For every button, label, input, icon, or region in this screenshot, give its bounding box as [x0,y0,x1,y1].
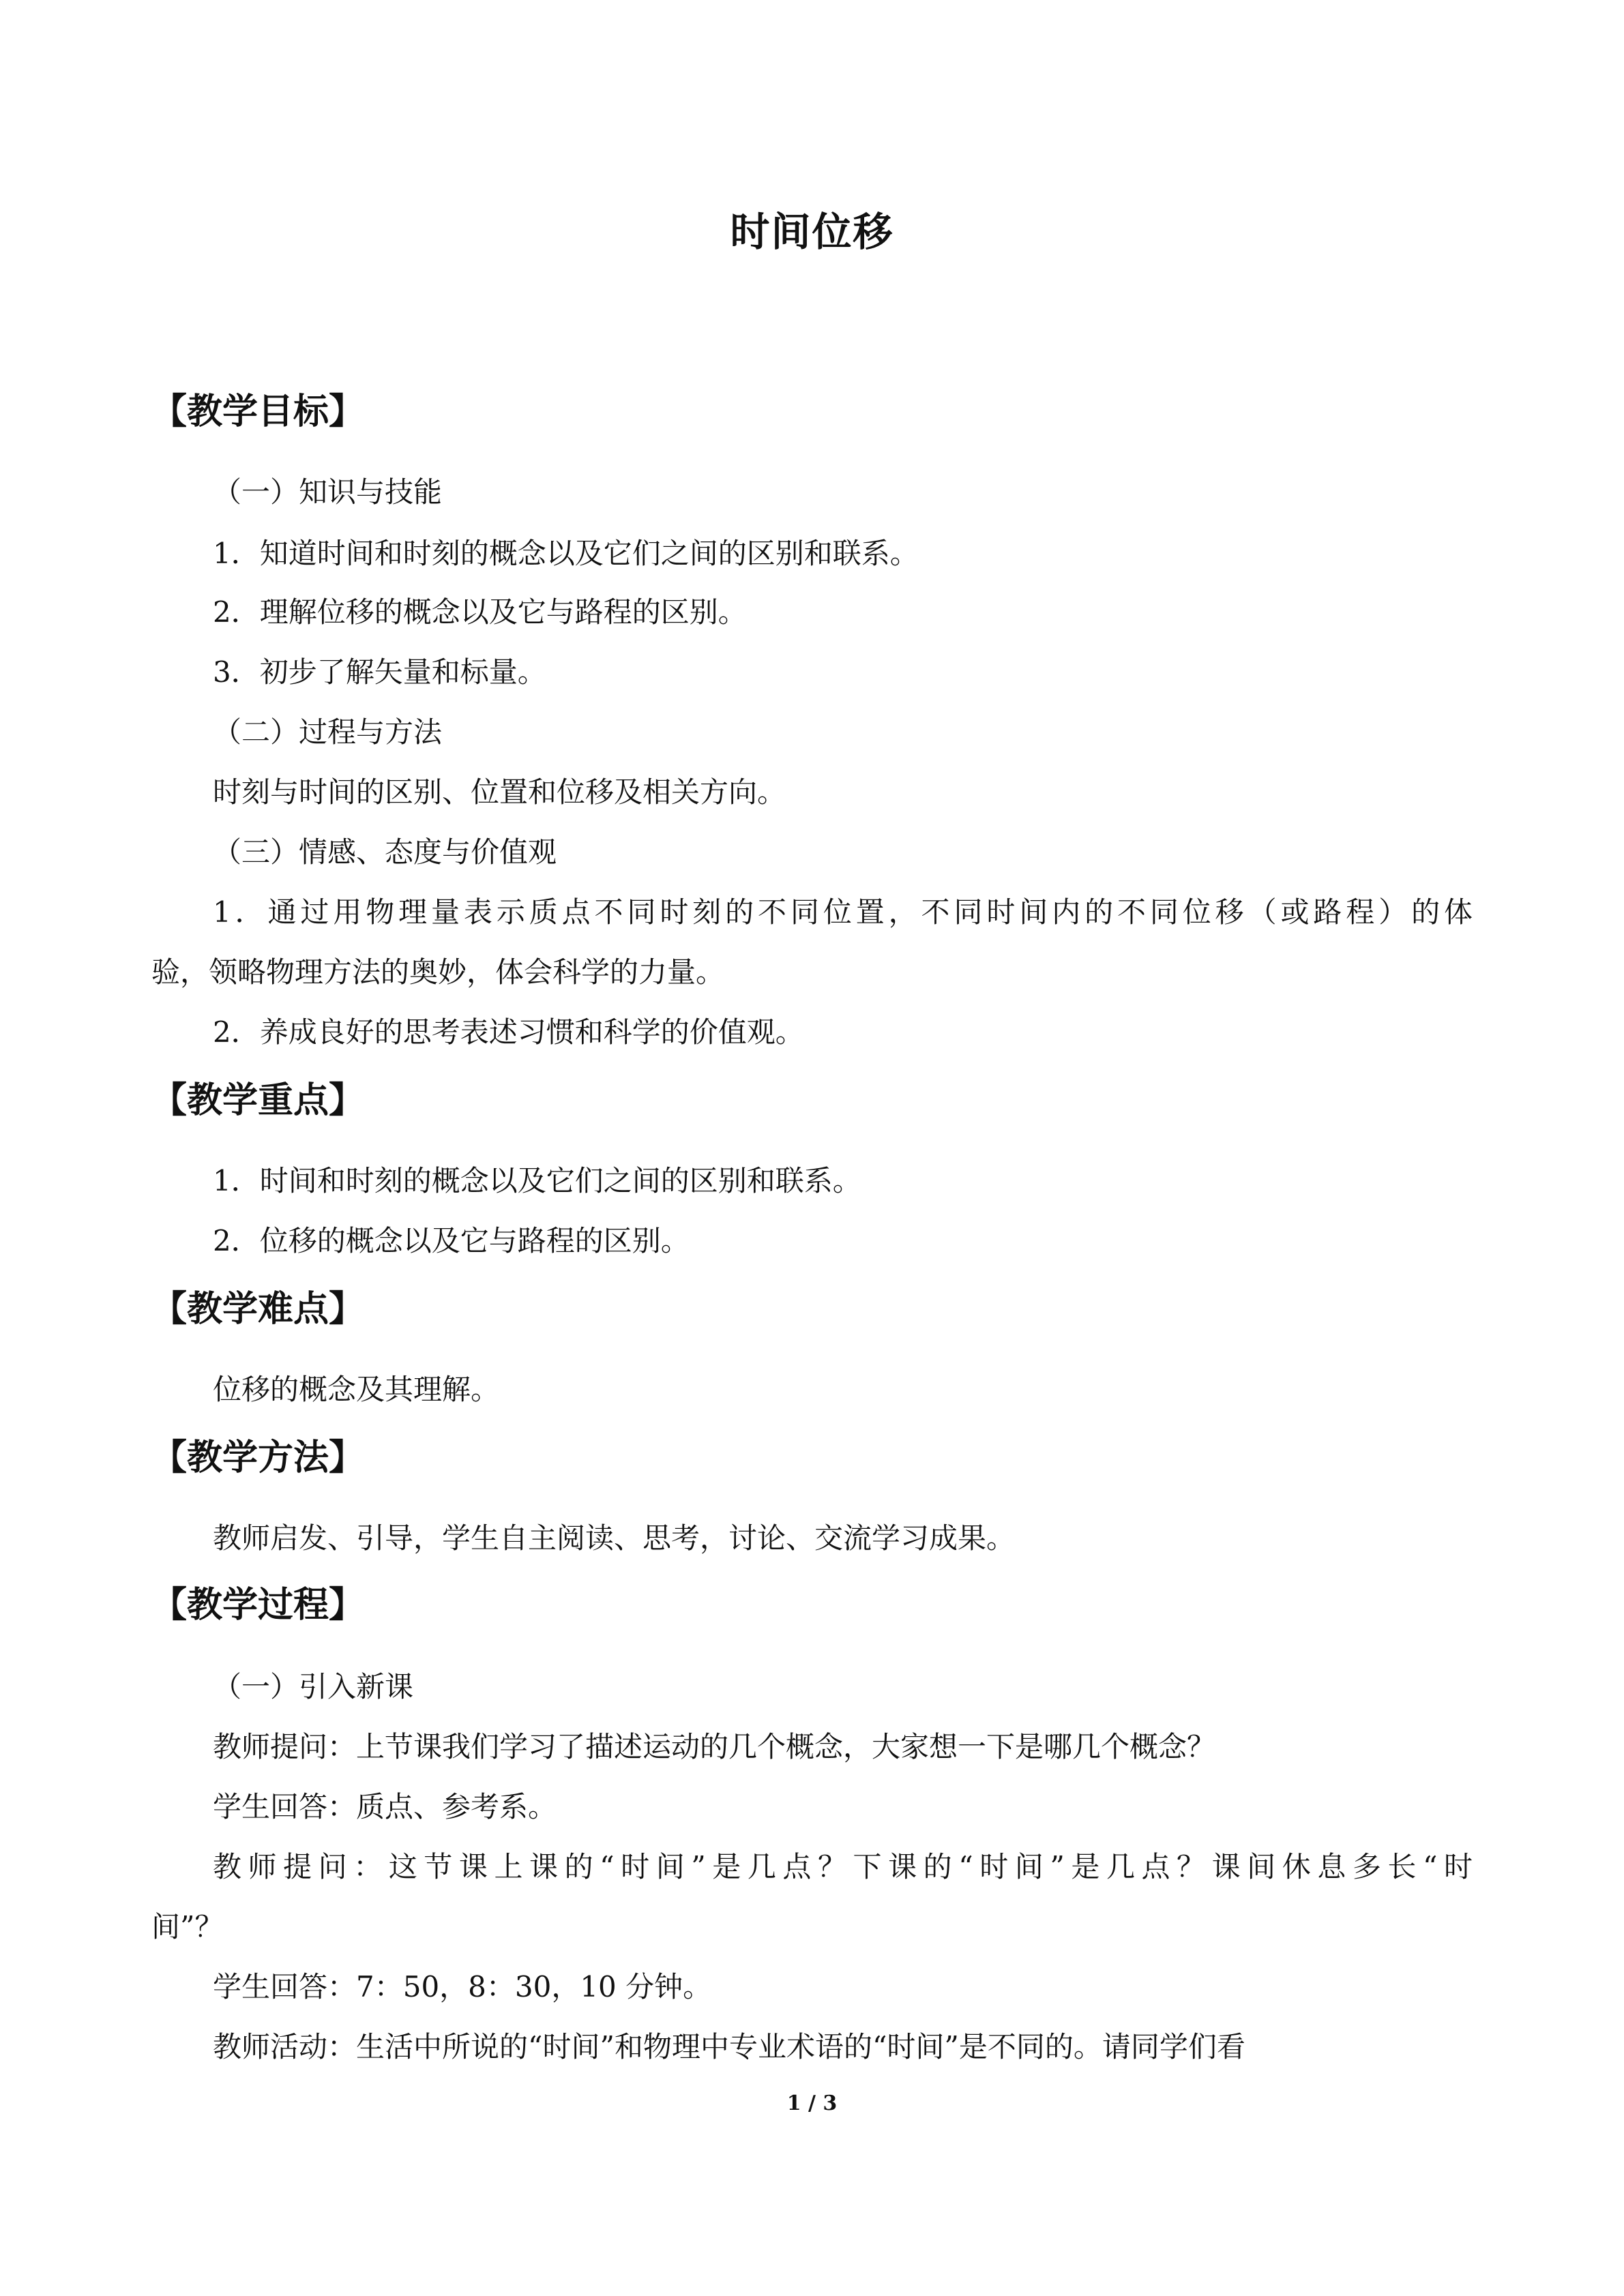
process-paragraph: 教师提问：这节课上课的“时间”是几点？下课的“时间”是几点？课间休息多长“时 [213,1850,1473,1883]
objective-item: 2．理解位移的概念以及它与路程的区别。 [213,595,747,629]
objective-item: 1．通过用物理量表示质点不同时刻的不同位置，不同时间内的不同位移（或路程）的体 [213,895,1473,929]
subheading-intro: （一）引入新课 [213,1670,414,1703]
objective-item-continued: 验，领略物理方法的奥妙，体会科学的力量。 [151,955,725,989]
subheading-knowledge-skills: （一）知识与技能 [213,475,443,509]
difficulty-item: 位移的概念及其理解。 [213,1373,500,1406]
objective-item: 1．知道时间和时刻的概念以及它们之间的区别和联系。 [213,537,919,570]
key-point-item: 1．时间和时刻的概念以及它们之间的区别和联系。 [213,1164,861,1197]
subheading-emotion-values: （三）情感、态度与价值观 [213,835,557,869]
heading-teaching-methods: 【教学方法】 [151,1437,365,1478]
heading-key-points: 【教学重点】 [151,1079,365,1121]
objective-item: 2．养成良好的思考表述习惯和科学的价值观。 [213,1015,804,1049]
process-paragraph: 教师提问：上节课我们学习了描述运动的几个概念，大家想一下是哪几个概念？ [213,1730,1216,1763]
heading-teaching-objectives: 【教学目标】 [151,391,365,432]
document-title: 时间位移 [730,209,894,255]
heading-difficulties: 【教学难点】 [151,1288,365,1330]
key-point-item: 2．位移的概念以及它与路程的区别。 [213,1224,690,1257]
process-paragraph-continued: 间”？ [151,1910,224,1943]
page-number: 1 / 3 [786,2091,838,2115]
subheading-process-methods: （二）过程与方法 [213,715,443,749]
process-paragraph: 学生回答：7：50，8：30，10 分钟。 [213,1970,712,2003]
process-paragraph: 教师活动：生活中所说的“时间”和物理中专业术语的“时间”是不同的。请同学们看 [213,2030,1245,2063]
heading-teaching-process: 【教学过程】 [151,1584,365,1626]
objective-item: 3．初步了解矢量和标量。 [213,655,546,689]
method-item: 教师启发、引导，学生自主阅读、思考，讨论、交流学习成果。 [213,1521,1016,1555]
process-paragraph: 学生回答：质点、参考系。 [213,1790,557,1823]
objective-item: 时刻与时间的区别、位置和位移及相关方向。 [213,775,786,809]
